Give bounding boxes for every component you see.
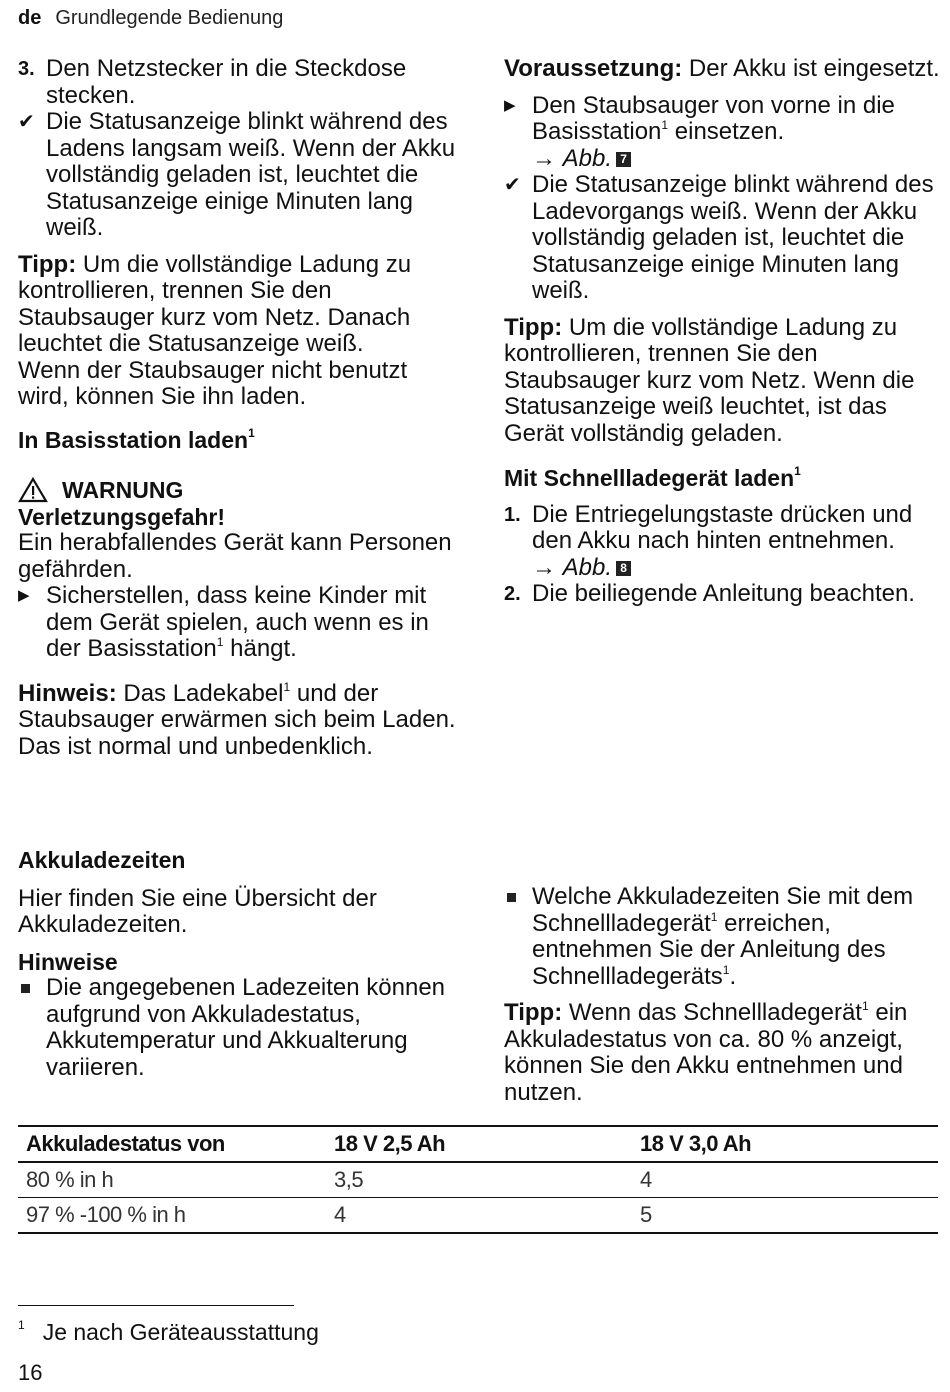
figure-number-badge: 7	[616, 152, 631, 167]
tip-label: Tipp:	[504, 313, 563, 341]
note-text: Welche Akkuladezeiten Sie mit dem Schnellladegerät	[532, 883, 914, 937]
heading-text: Mit Schnellladegerät laden	[504, 465, 795, 491]
result-text: Die Statusanzeige blinkt während des Ladevorgangs weiß. Wenn der Akku vollständig geladen ist, leuchtet die Statusanzeige einige Minuten lang weiß.	[532, 171, 934, 304]
warning-title: Verletzungsgefahr!	[18, 503, 226, 530]
step-number: 2.	[504, 583, 521, 605]
notes-heading: Hinweise	[18, 948, 118, 975]
table-row	[18, 1198, 938, 1234]
note-text: Die angegebenen Ladezeiten können aufgrund von Akkuladestatus, Akkutemperatur und Akkualterung variieren.	[46, 974, 446, 1081]
warning-triangle-icon	[18, 477, 48, 503]
language-code: de	[18, 7, 42, 29]
footnote-ref: 1	[283, 679, 291, 694]
arrow-icon: ▶	[504, 96, 516, 114]
tip-label: Tipp:	[18, 250, 77, 278]
warning-label: WARNUNG	[62, 477, 184, 503]
checkmark-icon: ✔	[18, 111, 35, 133]
footnote-ref: 1	[861, 999, 869, 1013]
tip-paragraph	[504, 315, 940, 448]
note-text-mid: erreichen, entnehmen Sie der Anleitung des Schnellladegeräts	[532, 909, 886, 990]
action-text-end: einsetzen.	[668, 118, 785, 145]
page-number: 16	[18, 1360, 43, 1385]
footnote-ref: 1	[661, 118, 669, 132]
result-item	[18, 109, 458, 242]
warning-header	[18, 477, 458, 504]
footnote-divider	[18, 1305, 294, 1306]
tip-text-end: ein Akkuladestatus von ca. 80 % anzeigt, können Sie den Akku entnehmen und nutzen.	[504, 999, 908, 1106]
prerequisite	[504, 56, 940, 83]
table-cell: 5	[632, 1198, 938, 1234]
column-header: 18 V 2,5 Ah	[326, 1126, 632, 1162]
footnote-ref: 1	[794, 464, 801, 478]
note-text: Das Ladekabel	[123, 679, 284, 707]
step-2	[504, 581, 940, 608]
step-number: 3.	[18, 58, 35, 80]
tip-text: Um die vollständige Ladung zu kontrollieren, trennen Sie den Staubsauger kurz vom Netz. Wenn die Statusanzeige weiß leuchtet, ist das Gerät vollständig geladen.	[504, 313, 915, 447]
table-header-row	[18, 1126, 938, 1162]
section-right	[504, 884, 940, 1106]
section-heading: Akkuladezeiten	[18, 847, 186, 873]
figure-ref-7	[532, 146, 940, 173]
warning-action-text-end: hängt.	[223, 635, 297, 662]
tip-paragraph	[18, 252, 458, 358]
table-cell: 97 % -100 % in h	[18, 1198, 326, 1234]
prereq-text: Der Akku ist eingesetzt.	[688, 55, 940, 82]
warning-action	[18, 583, 458, 663]
step-3	[18, 56, 458, 109]
section-left	[18, 847, 458, 1081]
footnote-ref: 1	[248, 425, 255, 440]
checkmark-icon: ✔	[504, 174, 521, 196]
column-header: 18 V 3,0 Ah	[632, 1126, 938, 1162]
footnote-ref: 1	[710, 909, 718, 924]
footnote-ref: 1	[216, 635, 224, 649]
table-row	[18, 1162, 938, 1198]
action-item	[504, 93, 940, 173]
heading-fast-charger	[504, 465, 940, 492]
result-text: Die Statusanzeige blinkt während des Ladens langsam weiß. Wenn der Akku vollständig geladen ist, leuchtet die Statusanzeige einige Minuten lang weiß.	[46, 108, 456, 241]
tip-text: Um die vollständige Ladung zu kontrollieren, trennen Sie den Staubsauger kurz vom Netz. Danach leuchtet die Statusanzeige weiß.	[18, 250, 412, 357]
heading-text: In Basisstation laden	[18, 426, 249, 453]
step-number: 1.	[504, 503, 521, 526]
table-cell: 80 % in h	[18, 1162, 326, 1198]
note-label: Hinweis:	[18, 679, 117, 707]
step-1	[504, 502, 940, 582]
step-text: Den Netzstecker in die Steckdose stecken.	[46, 55, 407, 109]
note-text-end: und der Staubsauger erwärmen sich beim Laden. Das ist normal und unbedenklich.	[18, 679, 456, 760]
footnote-text: Je nach Geräteausstattung	[42, 1319, 319, 1345]
footnote-mark: 1	[18, 1318, 25, 1332]
footnote	[18, 1319, 319, 1346]
column-header: Akkuladestatus von	[18, 1126, 326, 1162]
prereq-label: Voraussetzung:	[504, 55, 683, 82]
header-title: Grundlegende Bedienung	[55, 7, 284, 29]
step-text: Die beiliegende Anleitung beachten.	[532, 580, 915, 607]
heading-base-station	[18, 427, 458, 454]
tip-paragraph	[504, 1000, 940, 1106]
note-text-end: .	[729, 962, 737, 990]
warning-action-text: Sicherstellen, dass keine Kinder mit dem Gerät spielen, auch wenn es in der Basisstation	[46, 582, 429, 662]
arrow-icon: ▶	[18, 587, 30, 604]
step-text: Die Entriegelungstaste drücken und den Akku nach hinten entnehmen.	[532, 500, 913, 554]
left-column	[18, 56, 458, 760]
bullet-square-icon	[507, 893, 516, 902]
figure-label: Abb.	[562, 553, 613, 581]
warning-text: Ein herabfallendes Gerät kann Personen gefährden.	[18, 529, 452, 583]
note-item-2	[504, 884, 940, 990]
charging-times-table	[18, 1125, 938, 1234]
tip-label: Tipp:	[504, 999, 563, 1026]
figure-arrow: →	[532, 553, 556, 581]
table-cell: 3,5	[326, 1162, 632, 1198]
result-item	[504, 172, 940, 305]
table-cell: 4	[326, 1198, 632, 1234]
right-column	[504, 56, 940, 608]
figure-arrow: →	[532, 144, 556, 172]
tip-text: Wenn das Schnellladegerät	[568, 999, 862, 1026]
note-item-1	[18, 975, 458, 1081]
tip-text-2: Wenn der Staubsauger nicht benutzt wird, können Sie ihn laden.	[18, 356, 408, 410]
figure-label: Abb.	[562, 144, 613, 172]
section-intro: Hier finden Sie eine Übersicht der Akkuladezeiten.	[18, 884, 377, 938]
bullet-square-icon	[21, 984, 30, 993]
note-paragraph	[18, 681, 458, 761]
footnote-ref: 1	[722, 962, 730, 977]
figure-ref-8	[532, 555, 940, 582]
table-cell: 4	[632, 1162, 938, 1198]
action-text: Den Staubsauger von vorne in die Basisstation	[532, 91, 895, 145]
figure-number-badge: 8	[616, 561, 631, 576]
page-header	[18, 6, 283, 30]
